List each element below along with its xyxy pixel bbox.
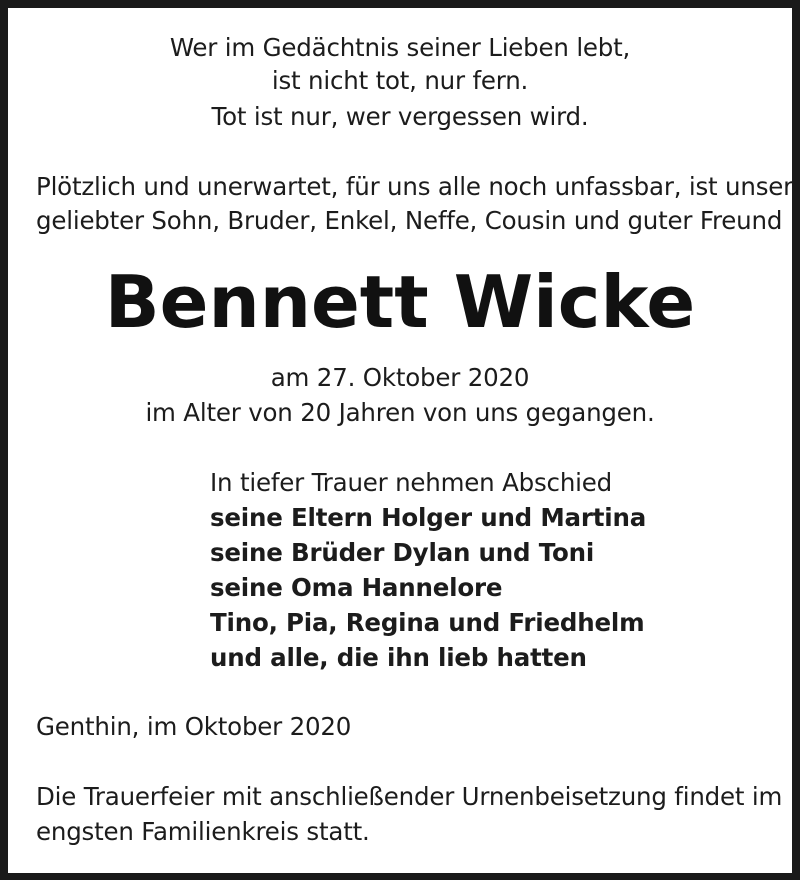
mourners-heading: In tiefer Trauer nehmen Abschied [210,468,612,497]
funeral-note-line-2: engsten Familienkreis statt. [36,817,370,846]
funeral-note-line-1: Die Trauerfeier mit anschließender Urnenbeisetzung findet im [36,782,783,811]
mourner-name: Tino, Pia, Regina und Friedhelm [210,608,645,637]
intro-line-1: Plötzlich und unerwartet, für uns alle noch unfassbar, ist unser [36,172,794,201]
mourner-name: seine Eltern Holger und Martina [210,503,647,532]
motto-line-2: ist nicht tot, nur fern. [271,66,529,95]
place-date: Genthin, im Oktober 2020 [36,712,352,741]
mourner-name: seine Brüder Dylan und Toni [210,538,595,567]
intro-line-2: geliebter Sohn, Bruder, Enkel, Neffe, Cousin und guter Freund [36,206,783,235]
death-age: im Alter von 20 Jahren von uns gegangen. [145,398,655,427]
death-date: am 27. Oktober 2020 [270,363,530,392]
motto-line-1: Wer im Gedächtnis seiner Lieben lebt, [169,33,631,62]
mourner-name: und alle, die ihn lieb hatten [210,643,587,672]
motto-line-3: Tot ist nur, wer vergessen wird. [211,102,589,131]
mourner-name: seine Oma Hannelore [210,573,503,602]
deceased-name: Bennett Wicke [104,260,696,344]
